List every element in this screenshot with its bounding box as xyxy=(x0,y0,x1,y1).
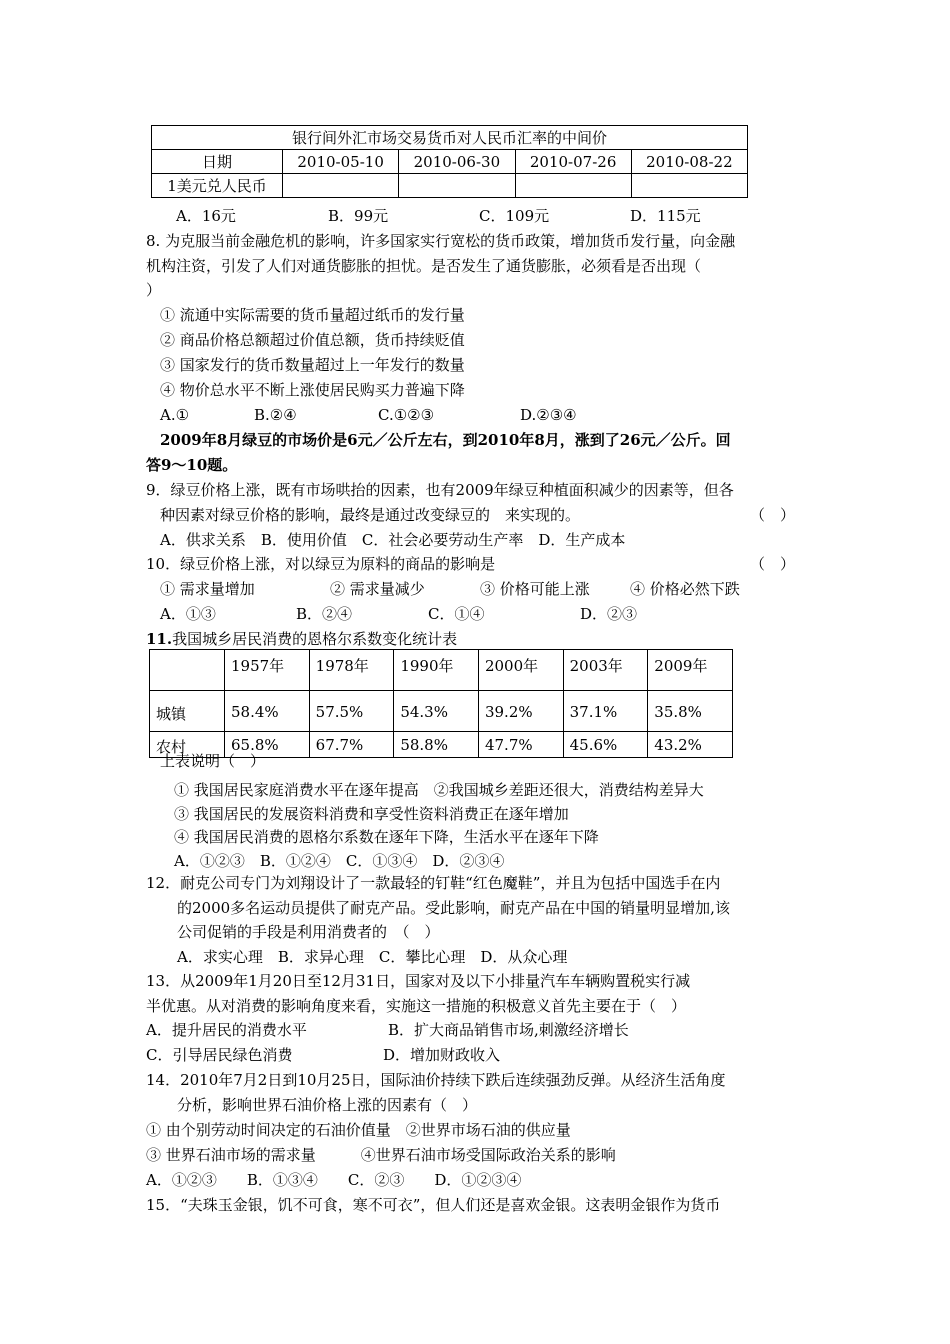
q14-items-line1: ① 由个别劳动时间决定的石油价值量 ②世界市场石油的供应量 xyxy=(146,1121,571,1139)
table-cell: 2010-06-30 xyxy=(399,150,515,174)
table-cell: 1美元兑人民币 xyxy=(152,174,283,198)
table-cell: 日期 xyxy=(152,150,283,174)
exchange-rate-table xyxy=(151,125,748,198)
q8-item-1: ① 流通中实际需要的货币量超过纸币的发行量 xyxy=(160,306,465,324)
q15-stem-line1: 15．“夫珠玉金银，饥不可食，寒不可衣”，但人们还是喜欢金银。这表明金银作为货币 xyxy=(146,1196,721,1214)
table-cell xyxy=(399,174,515,198)
q14-stem-line1: 14．2010年7月2日到10月25日，国际油价持续下跌后连续强劲反弹。从经济生活角度 xyxy=(146,1071,726,1089)
q13-option-b: B．扩大商品销售市场,刺激经济增长 xyxy=(388,1021,629,1039)
q7-option-c: C．109元 xyxy=(479,207,550,225)
q14-stem-line2: 分析，影响世界石油价格上涨的因素有（ ） xyxy=(177,1096,478,1114)
q11-title: 11.我国城乡居民消费的恩格尔系数变化统计表 xyxy=(146,630,458,648)
q8-item-3: ③ 国家发行的货币数量超过上一年发行的数量 xyxy=(160,356,465,374)
table-row xyxy=(150,691,733,732)
table-cell: 57.5% xyxy=(309,691,394,732)
table-cell: 65.8% xyxy=(225,732,310,758)
q8-option-b: B.②④ xyxy=(254,406,297,424)
q10-item-3: ③ 价格可能上涨 xyxy=(480,580,590,598)
q13-stem-line2: 半优惠。从对消费的影响角度来看，实施这一措施的积极意义首先主要在于（ ） xyxy=(146,997,687,1015)
table-cell: 2010-08-22 xyxy=(631,150,747,174)
q13-stem-line1: 13．从2009年1月20日至12月31日，国家对及以下小排量汽车车辆购置税实行减 xyxy=(146,972,691,990)
q9-10-intro-line1: 2009年8月绿豆的市场价是6元／公斤左右，到2010年8月，涨到了26元／公斤。回 xyxy=(160,431,731,449)
q14-items-line2: ③ 世界石油市场的需求量 ④世界石油市场受国际政治关系的影响 xyxy=(146,1146,616,1164)
table-cell xyxy=(150,650,225,691)
table-cell: 54.3% xyxy=(394,691,479,732)
table-cell: 35.8% xyxy=(648,691,733,732)
q10-option-d: D．②③ xyxy=(580,605,638,623)
table-cell: 2010-05-10 xyxy=(283,150,399,174)
engel-coefficient-table xyxy=(149,649,733,758)
table-row xyxy=(152,174,748,198)
q10-option-b: B．②④ xyxy=(296,605,353,623)
table-cell: 1978年 xyxy=(309,650,394,691)
exchange-rate-table-title: 银行间外汇市场交易货币对人民币汇率的中间价 xyxy=(152,126,748,150)
q7-option-a: A．16元 xyxy=(176,207,236,225)
q13-option-c: C．引导居民绿色消费 xyxy=(146,1046,293,1064)
table-cell: 47.7% xyxy=(478,732,563,758)
table-row xyxy=(150,650,733,691)
table-cell: 农村 xyxy=(150,732,225,758)
q7-option-d: D．115元 xyxy=(630,207,701,225)
q13-option-d: D．增加财政收入 xyxy=(383,1046,501,1064)
q8-item-2: ② 商品价格总额超过价值总额，货币持续贬值 xyxy=(160,331,465,349)
q9-options: A．供求关系 B．使用价值 C．社会必要劳动生产率 D．生产成本 xyxy=(160,531,626,549)
q10-option-a: A．①③ xyxy=(160,605,216,623)
q10-item-4: ④ 价格必然下跌 xyxy=(630,580,740,598)
table-cell xyxy=(283,174,399,198)
q9-stem-line2: 种因素对绿豆价格的影响，最终是通过改变绿豆的 来实现的。 xyxy=(160,506,581,524)
table-row xyxy=(152,150,748,174)
q10-item-2: ② 需求量减少 xyxy=(330,580,425,598)
q11-item-1: ① 我国居民家庭消费水平在逐年提高 ②我国城乡差距还很大，消费结构差异大 xyxy=(174,781,704,799)
table-cell xyxy=(515,174,631,198)
q10-answer-paren: （ ） xyxy=(750,555,796,573)
table-cell: 67.7% xyxy=(309,732,394,758)
q8-stem-line3: ） xyxy=(146,281,162,299)
q11-options: A．①②③ B．①②④ C．①③④ D．②③④ xyxy=(174,852,505,870)
q8-option-a: A.① xyxy=(160,406,190,424)
table-cell: 城镇 xyxy=(150,691,225,732)
table-cell: 58.4% xyxy=(225,691,310,732)
q11-item-2: ③ 我国居民的发展资料消费和享受性资料消费正在逐年增加 xyxy=(174,805,569,823)
q13-option-a: A．提升居民的消费水平 xyxy=(146,1021,307,1039)
q11-stem: 上表说明（ ） xyxy=(160,752,266,770)
q8-item-4: ④ 物价总水平不断上涨使居民购买力普遍下降 xyxy=(160,381,465,399)
q9-10-intro-line2: 答9～10题。 xyxy=(146,456,238,474)
q12-stem-line3: 公司促销的手段是利用消费者的 （ ） xyxy=(177,923,440,941)
q11-item-3: ④ 我国居民消费的恩格尔系数在逐年下降，生活水平在逐年下降 xyxy=(174,828,599,846)
table-cell: 1990年 xyxy=(394,650,479,691)
q12-options: A．求实心理 B．求异心理 C．攀比心理 D．从众心理 xyxy=(177,948,568,966)
q8-option-d: D.②③④ xyxy=(520,406,577,424)
q11-title-text: 我国城乡居民消费的恩格尔系数变化统计表 xyxy=(172,630,458,648)
table-cell: 2010-07-26 xyxy=(515,150,631,174)
table-cell: 43.2% xyxy=(648,732,733,758)
table-cell: 45.6% xyxy=(563,732,648,758)
q10-stem: 10．绿豆价格上涨，对以绿豆为原料的商品的影响是 xyxy=(146,555,496,573)
table-cell: 1957年 xyxy=(225,650,310,691)
q8-stem-line1: 8. 为克服当前金融危机的影响，许多国家实行宽松的货币政策，增加货币发行量，向金融 xyxy=(146,232,736,250)
q12-stem-line1: 12．耐克公司专门为刘翔设计了一款最轻的钉鞋“红色魔鞋”，并且为包括中国选手在内 xyxy=(146,874,721,892)
q12-stem-line2: 的2000多名运动员提供了耐克产品。受此影响，耐克产品在中国的销量明显增加,该 xyxy=(177,899,730,917)
table-cell: 37.1% xyxy=(563,691,648,732)
table-cell: 2000年 xyxy=(478,650,563,691)
q10-option-c: C．①④ xyxy=(428,605,485,623)
q9-stem-line1: 9．绿豆价格上涨，既有市场哄抬的因素，也有2009年绿豆种植面积减少的因素等，但各 xyxy=(146,481,734,499)
q14-options: A．①②③ B．①③④ C．②③ D．①②③④ xyxy=(146,1171,522,1189)
q9-answer-paren: （ ） xyxy=(750,506,796,524)
table-cell: 2003年 xyxy=(563,650,648,691)
q7-option-b: B．99元 xyxy=(328,207,389,225)
q8-stem-line2: 机构注资，引发了人们对通货膨胀的担忧。是否发生了通货膨胀，必须看是否出现（ xyxy=(146,257,702,275)
table-cell: 58.8% xyxy=(394,732,479,758)
table-cell: 39.2% xyxy=(478,691,563,732)
q10-item-1: ① 需求量增加 xyxy=(160,580,255,598)
table-cell xyxy=(631,174,747,198)
q8-option-c: C.①②③ xyxy=(378,406,435,424)
table-cell: 2009年 xyxy=(648,650,733,691)
